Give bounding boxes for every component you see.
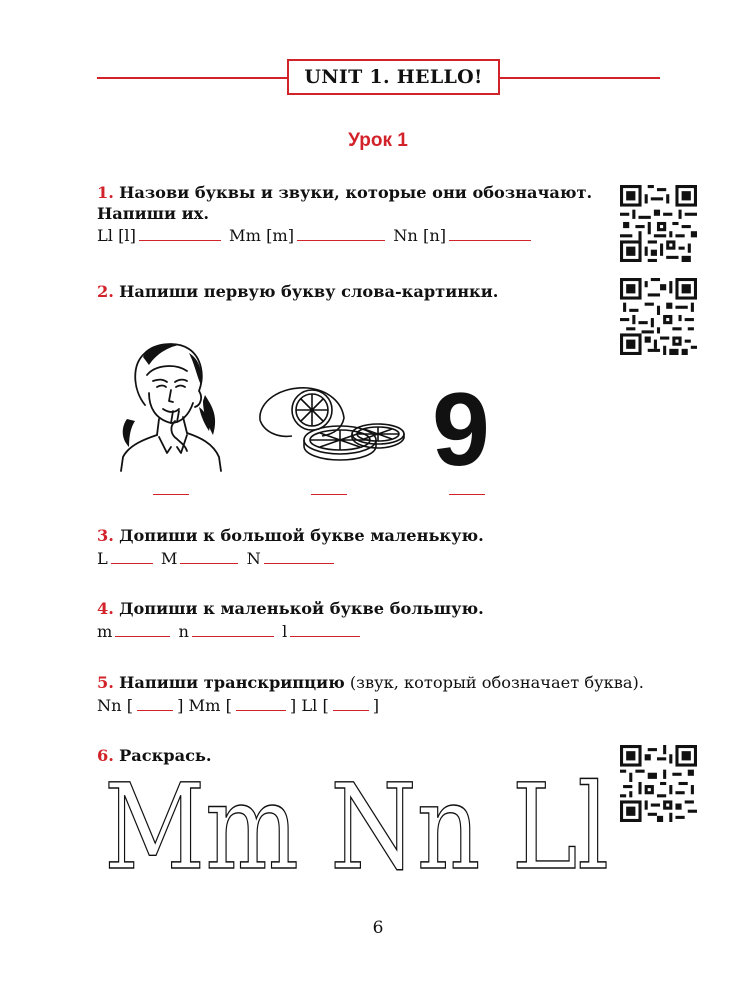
task-instruction: Раскрась.: [119, 746, 212, 765]
unit-title: UNIT 1. HELLO!: [304, 66, 483, 88]
letter: n: [178, 622, 189, 641]
answer-blank[interactable]: [111, 549, 153, 564]
letter-pair: Mm [m]: [229, 226, 295, 245]
task-2: [97, 281, 498, 302]
task-instruction: Назови буквы и звуки, которые они обозначают.: [119, 183, 593, 202]
task-number: 4.: [97, 599, 114, 618]
woman-picture-icon: [115, 335, 225, 475]
answer-blank[interactable]: [180, 549, 238, 564]
answer-blank[interactable]: [139, 226, 221, 241]
qr-code-icon[interactable]: [620, 745, 697, 822]
task-instruction-cont: Напиши их.: [97, 204, 209, 223]
letter: l: [282, 622, 288, 641]
answer-blank[interactable]: [192, 622, 274, 637]
task-instruction-note: (звук, который обозначает буква).: [344, 673, 644, 692]
task-number: 5.: [97, 673, 114, 692]
task-3: [97, 525, 484, 569]
answer-blank[interactable]: [297, 226, 385, 241]
header-rule-right: [500, 77, 660, 79]
answer-blank[interactable]: [311, 494, 347, 495]
letter: ] Mm [: [177, 696, 232, 715]
answer-blank[interactable]: [449, 226, 531, 241]
task-5: [97, 672, 644, 716]
header-rule-left: [97, 77, 287, 79]
coloring-outline-letters[interactable]: [104, 772, 614, 882]
answer-blank[interactable]: [137, 696, 173, 711]
lesson-title: Урок 1: [348, 130, 408, 151]
answer-blank[interactable]: [449, 494, 485, 495]
answer-blank[interactable]: [115, 622, 170, 637]
letter: Nn [: [97, 696, 134, 715]
lemon-picture-icon: [250, 380, 410, 470]
answer-blank[interactable]: [290, 622, 360, 637]
letter: N: [246, 549, 261, 568]
task-4: [97, 598, 484, 642]
letter-pair: Nn [n]: [393, 226, 447, 245]
task-number: 3.: [97, 526, 114, 545]
task-6: [97, 745, 212, 766]
task-instruction: Напиши первую букву слова-картинки.: [119, 282, 499, 301]
answer-blank[interactable]: [236, 696, 286, 711]
task-1: [97, 182, 592, 246]
task-number: 6.: [97, 746, 114, 765]
answer-blank[interactable]: [153, 494, 189, 495]
task-instruction: Допиши к маленькой букве большую.: [119, 599, 484, 618]
letter: M: [160, 549, 178, 568]
letter: ]: [372, 696, 380, 715]
task-number: 2.: [97, 282, 114, 301]
letter: L: [97, 549, 108, 568]
answer-blank[interactable]: [264, 549, 334, 564]
task-number: 1.: [97, 183, 114, 202]
page-number: 6: [372, 918, 384, 938]
unit-title-box: [287, 59, 500, 95]
letter: m: [97, 622, 113, 641]
outline-letters: Mm Nn Ll: [104, 772, 609, 882]
letter-pair: Ll [l]: [97, 226, 136, 245]
letter: ] Ll [: [289, 696, 329, 715]
qr-code-icon[interactable]: [620, 278, 697, 355]
qr-code-icon[interactable]: [620, 185, 697, 262]
task-instruction: Напиши транскрипцию: [119, 673, 345, 692]
task-instruction: Допиши к большой букве маленькую.: [119, 526, 484, 545]
answer-blank[interactable]: [333, 696, 369, 711]
nine-picture: 9: [432, 372, 490, 488]
